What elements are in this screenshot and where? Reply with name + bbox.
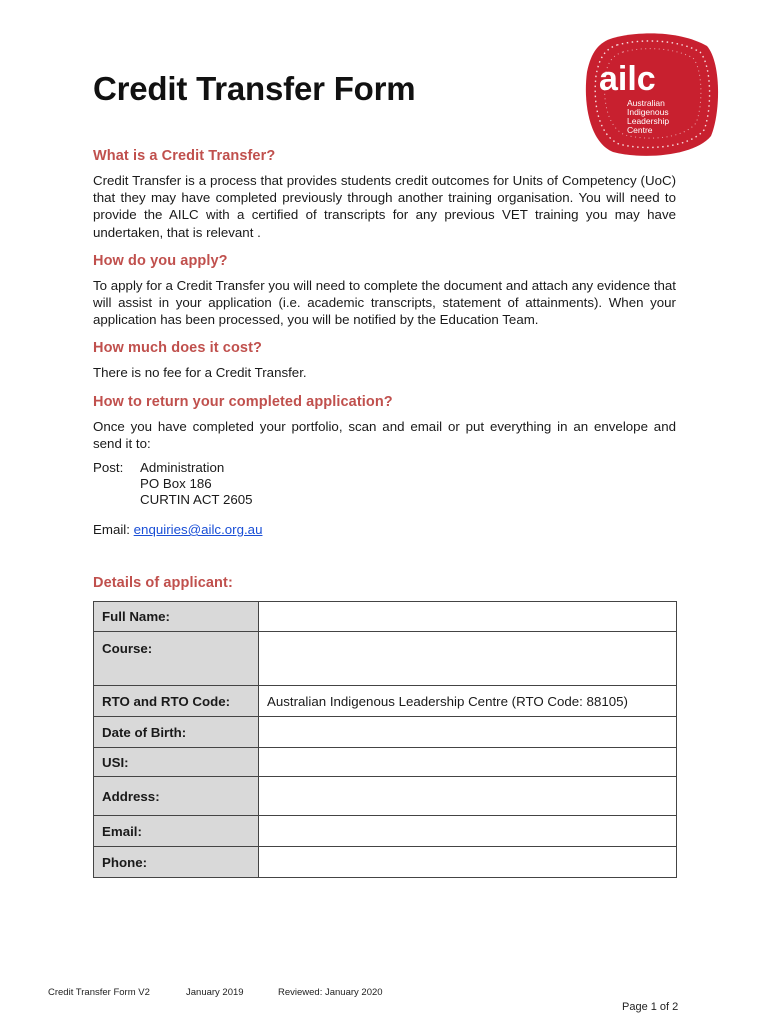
section-heading: How much does it cost? <box>93 340 262 357</box>
usi-field[interactable] <box>259 748 677 777</box>
phone-field[interactable] <box>259 847 677 878</box>
table-row <box>94 717 677 748</box>
table-row <box>94 748 677 777</box>
table-row <box>94 816 677 847</box>
section-body: To apply for a Credit Transfer you will need to complete the document and attach any evidence that will assist in your application (i.e. academic transcripts, statement of attainments). When your application has been processed, you will be notified by the Education Team. <box>93 277 676 328</box>
full-name-field[interactable] <box>259 602 677 632</box>
page-title: Credit Transfer Form <box>93 70 416 107</box>
course-field[interactable] <box>259 632 677 686</box>
email-field-label: Email: <box>94 816 259 847</box>
address-line: Administration <box>140 460 225 476</box>
footer-date: January 2019 <box>186 987 244 998</box>
dob-label: Date of Birth: <box>94 717 259 748</box>
email-field[interactable] <box>259 816 677 847</box>
section-heading: How do you apply? <box>93 252 228 269</box>
dob-field[interactable] <box>259 717 677 748</box>
table-row <box>94 686 677 717</box>
address-line: PO Box 186 <box>140 476 212 492</box>
footer-reviewed: Reviewed: January 2020 <box>278 987 383 998</box>
usi-label: USI: <box>94 748 259 777</box>
section-body: Credit Transfer is a process that provides students credit outcomes for Units of Competency (UoC) that they may have completed previously through another training organisation. You will need to provide the AILC with a certified of transcripts for any previous VET training you may have undertaken, that is relevant . <box>93 173 676 240</box>
svg-text:Leadership: Leadership <box>627 116 670 126</box>
phone-label: Phone: <box>94 847 259 878</box>
post-label: Post: <box>93 460 124 476</box>
section-body: Once you have completed your portfolio, scan and email or put everything in an envelope and send it to: <box>93 418 676 451</box>
full-name-label: Full Name: <box>94 602 259 632</box>
email-label: Email: <box>93 522 130 538</box>
applicant-heading: Details of applicant: <box>93 575 233 592</box>
section-return <box>93 394 676 452</box>
section-what-is <box>93 148 676 241</box>
page-footer <box>48 987 383 998</box>
email-link[interactable]: enquiries@ailc.org.au <box>133 522 263 538</box>
section-body: There is no fee for a Credit Transfer. <box>93 365 307 381</box>
svg-text:Centre: Centre <box>627 125 653 135</box>
section-cost <box>93 340 676 381</box>
address-field[interactable] <box>259 777 677 816</box>
section-heading: What is a Credit Transfer? <box>93 148 276 164</box>
page-number: Page 1 of 2 <box>622 1001 679 1013</box>
rto-value: Australian Indigenous Leadership Centre (RTO Code: 88105) <box>259 686 677 717</box>
postal-address <box>93 460 676 508</box>
document-body <box>93 148 676 878</box>
table-row <box>94 602 677 632</box>
address-label: Address: <box>94 777 259 816</box>
section-how-apply <box>93 253 676 329</box>
svg-text:ailc: ailc <box>599 60 656 98</box>
applicant-details-table <box>93 601 677 878</box>
address-line: CURTIN ACT 2605 <box>140 492 253 508</box>
table-row <box>94 847 677 878</box>
svg-text:Australian: Australian <box>627 98 665 108</box>
ailc-logo <box>583 32 719 158</box>
footer-form-name: Credit Transfer Form V2 <box>48 987 150 998</box>
email-contact <box>93 522 676 537</box>
rto-label: RTO and RTO Code: <box>94 686 259 717</box>
table-row <box>94 777 677 816</box>
table-row <box>94 632 677 686</box>
course-label: Course: <box>94 632 259 686</box>
svg-text:Indigenous: Indigenous <box>627 107 669 117</box>
section-heading: How to return your completed application? <box>93 393 393 410</box>
